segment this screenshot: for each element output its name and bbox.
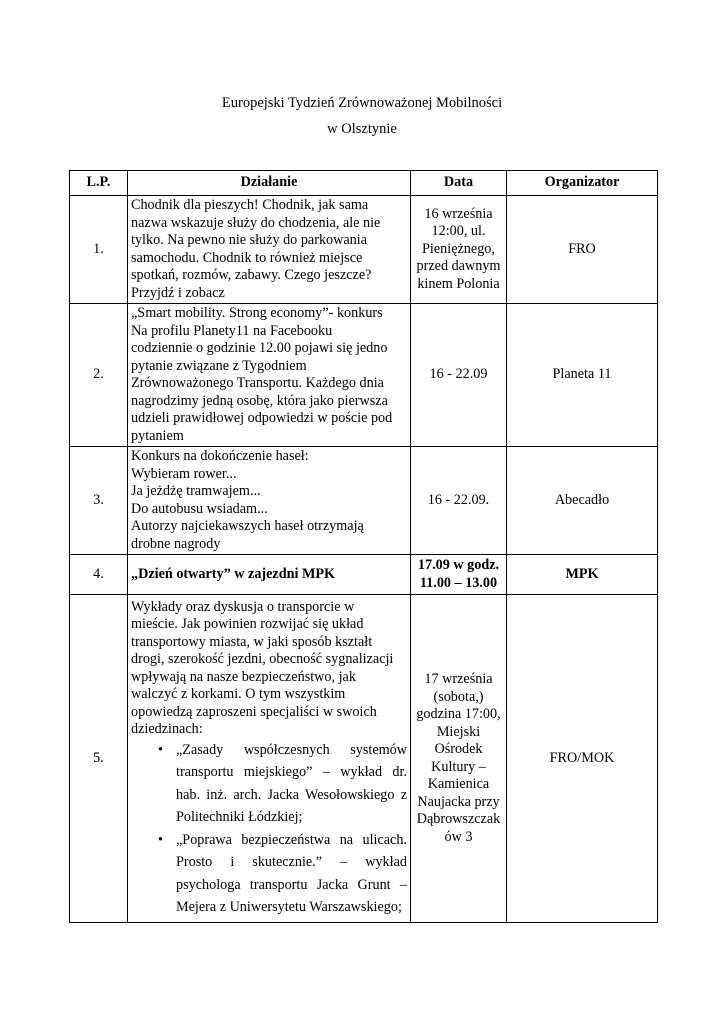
row-organizer: FRO/MOK — [507, 595, 658, 923]
action-line: Autorzy najciekawszych haseł otrzymają — [131, 518, 364, 534]
lecture-line: „Zasady współczesnych systemów — [176, 741, 407, 758]
date-line: (sobota,) — [433, 688, 484, 705]
lecture-line: psychologa transportu Jacka Grunt – — [176, 876, 407, 893]
action-line: pytaniem — [131, 427, 184, 444]
action-line: mieście. Jak powinien rozwijać się układ — [131, 616, 364, 632]
row-action — [128, 595, 411, 923]
action-line: transportowy miasta, w jaki sposób kształt — [131, 633, 373, 650]
date-line: Kamienica — [427, 776, 490, 792]
action-line: Przyjdź i zobacz — [131, 284, 225, 301]
date-line: 12:00, ul. — [431, 223, 486, 240]
action-line: Wykłady oraz dyskusja o transporcie w — [131, 598, 355, 615]
bullet-icon: • — [158, 831, 163, 848]
date-line: Ośrodek — [434, 741, 483, 757]
action-line: wpływają na nasze bezpieczeństwo, jak — [131, 668, 356, 685]
row-date — [411, 304, 507, 447]
row-number: 2. — [70, 304, 128, 447]
action-line: Chodnik dla pieszych! Chodnik, jak sama — [131, 197, 369, 213]
header-date: Data — [411, 171, 507, 196]
action-line: codziennie o godzinie 12.00 pojawi się jedno — [131, 340, 388, 356]
action-line: udzieli prawidłowej odpowiedzi w poście pod — [131, 410, 393, 426]
date-line: Pieniężnego, — [422, 240, 495, 257]
table-header-row — [70, 171, 658, 196]
lecture-line: transportu miejskiego” – wykład dr. — [176, 764, 407, 780]
row-action — [128, 555, 411, 595]
date-line: 16 września — [424, 205, 493, 222]
date-line: kinem Polonia — [417, 275, 500, 292]
date-line: Dąbrowszczak — [416, 811, 501, 827]
table-row — [70, 196, 658, 304]
date-line: godzina 17:00, — [416, 706, 501, 722]
row-number: 4. — [70, 555, 128, 595]
row-number: 1. — [70, 196, 128, 304]
table-row — [70, 304, 658, 447]
header-organizer: Organizator — [507, 171, 658, 196]
row-organizer: Abecadło — [507, 447, 658, 555]
row-organizer: MPK — [507, 555, 658, 595]
lecture-line: Prosto i skutecznie.” – wykład — [176, 854, 407, 870]
date-line: ów 3 — [444, 828, 473, 845]
action-line: „Smart mobility. Strong economy”- konkurs — [131, 305, 383, 321]
row-date — [411, 447, 507, 555]
action-line: nagrodzimy jedną osobę, która jako pierwsza — [131, 392, 388, 409]
date-line: 17 września — [424, 671, 493, 687]
row-date — [411, 196, 507, 304]
action-line: opowiedzą zaproszeni specjaliści w swoich — [131, 703, 377, 720]
table-row — [70, 447, 658, 555]
action-line: Na profilu Planety11 na Facebooku — [131, 322, 333, 339]
row-action — [128, 304, 411, 447]
date-line: Naujacka przy — [417, 793, 500, 810]
row-date — [411, 595, 507, 923]
bullet-icon: • — [158, 741, 163, 758]
action-line: drobne nagrody — [131, 535, 221, 552]
action-line: Do autobusu wsiadam... — [131, 500, 268, 517]
date-line: przed dawnym — [416, 258, 501, 275]
date-line: 16 - 22.09 — [429, 366, 488, 383]
lecture-line: Mejera z Uniwersytetu Warszawskiego; — [176, 899, 402, 915]
events-table — [69, 170, 658, 923]
list-item — [131, 739, 407, 829]
action-line: drogi, szerokość jezdni, obecność sygnalizacji — [131, 651, 394, 667]
document-title: Europejski Tydzień Zrównoważonej Mobilności — [221, 95, 503, 111]
action-line: Zrównoważonego Transportu. Każdego dnia — [131, 375, 384, 391]
date-line: 16 - 22.09. — [427, 491, 490, 508]
date-line: Kultury – — [431, 758, 486, 775]
action-line: Konkurs na dokończenie haseł: — [131, 448, 309, 464]
header-lp: L.P. — [70, 171, 128, 196]
action-line: samochodu. Chodnik to również miejsce — [131, 249, 363, 266]
action-line: Wybieram rower... — [131, 465, 237, 482]
date-line: 11.00 – 13.00 — [419, 574, 498, 591]
date-line: Miejski — [436, 723, 481, 740]
document-subtitle: w Olsztynie — [327, 121, 397, 137]
row-action — [128, 447, 411, 555]
header-action: Działanie — [128, 171, 411, 196]
date-line: 17.09 w godz. — [417, 557, 500, 573]
table-row — [70, 555, 658, 595]
lecture-list — [131, 739, 407, 919]
lecture-line: hab. inż. arch. Jacka Wesołowskiego z — [176, 786, 407, 803]
lecture-line: „Poprawa bezpieczeństwa na ulicach. — [176, 831, 407, 848]
action-line: walczyć z korkami. O tym wszystkim — [131, 686, 346, 702]
table-row — [70, 595, 658, 923]
list-item — [131, 829, 407, 919]
row-action — [128, 196, 411, 304]
row-number: 3. — [70, 447, 128, 555]
action-line: tylko. Na pewno nie służy do parkowania — [131, 232, 368, 248]
lecture-line: Politechniki Łódzkiej; — [176, 809, 303, 825]
action-line: Ja jeżdżę tramwajem... — [131, 483, 261, 499]
action-line: nazwa wskazuje służy do chodzenia, ale nie — [131, 214, 381, 231]
action-line: „Dzień otwarty” w zajezdni MPK — [131, 565, 336, 582]
action-line: pytanie związane z Tygodniem — [131, 357, 307, 374]
row-organizer: FRO — [507, 196, 658, 304]
row-organizer: Planeta 11 — [507, 304, 658, 447]
action-line: spotkań, rozmów, zabawy. Czego jeszcze? — [131, 267, 372, 283]
row-date — [411, 555, 507, 595]
action-line: dziedzinach: — [131, 721, 203, 737]
row-number: 5. — [70, 595, 128, 923]
